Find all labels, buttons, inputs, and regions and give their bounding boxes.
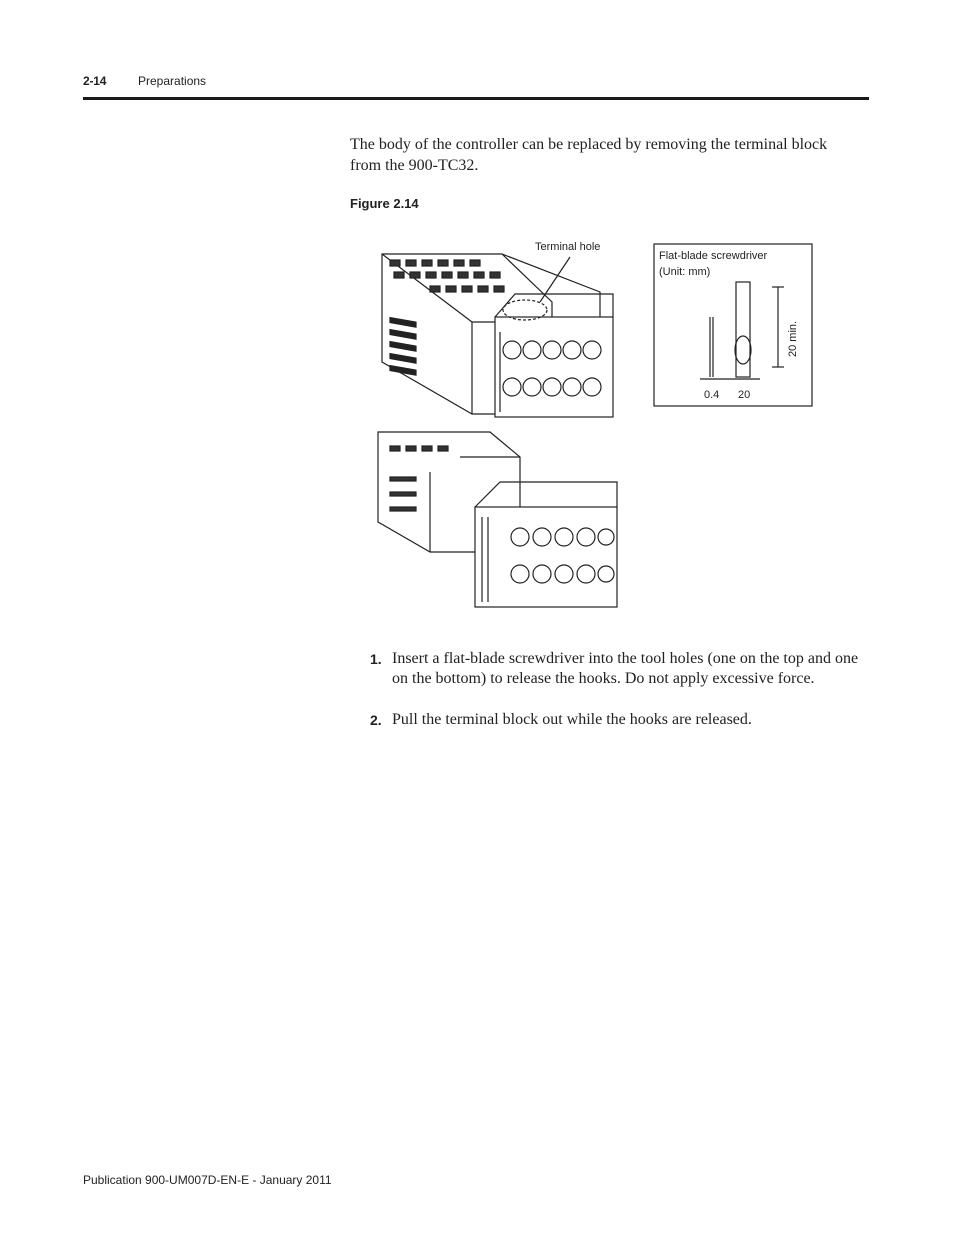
list-item bbox=[370, 710, 865, 730]
step-text: Insert a flat-blade screwdriver into the tool holes (one on the top and one on the bottom) to release the hooks. Do not apply excessive force. bbox=[392, 650, 859, 687]
page-header bbox=[83, 72, 869, 100]
dimension-width-label: 20 bbox=[738, 389, 751, 401]
terminal-hole-callout: Terminal hole bbox=[535, 241, 601, 253]
intro-paragraph: The body of the controller can be replaced by removing the terminal block from the 900-TC32. bbox=[350, 136, 828, 174]
dimension-length-label: 20 min. bbox=[787, 320, 799, 357]
instruction-steps bbox=[370, 649, 865, 751]
publication-footer: Publication 900-UM007D-EN-E - January 2011 bbox=[83, 1173, 332, 1187]
step-text: Pull the terminal block out while the hooks are released. bbox=[392, 711, 752, 728]
section-title: Preparations bbox=[138, 74, 207, 88]
step-number: 2. bbox=[370, 712, 382, 728]
figure-labels-layer bbox=[370, 232, 820, 617]
screwdriver-unit: (Unit: mm) bbox=[659, 266, 711, 278]
step-number: 1. bbox=[370, 651, 382, 667]
page-number: 2-14 bbox=[83, 74, 107, 88]
dimension-tip-label: 0.4 bbox=[704, 389, 720, 401]
list-item bbox=[370, 649, 865, 689]
figure-label: Figure 2.14 bbox=[350, 196, 419, 211]
figure-illustration bbox=[370, 232, 820, 617]
screwdriver-title: Flat-blade screwdriver bbox=[659, 250, 768, 262]
